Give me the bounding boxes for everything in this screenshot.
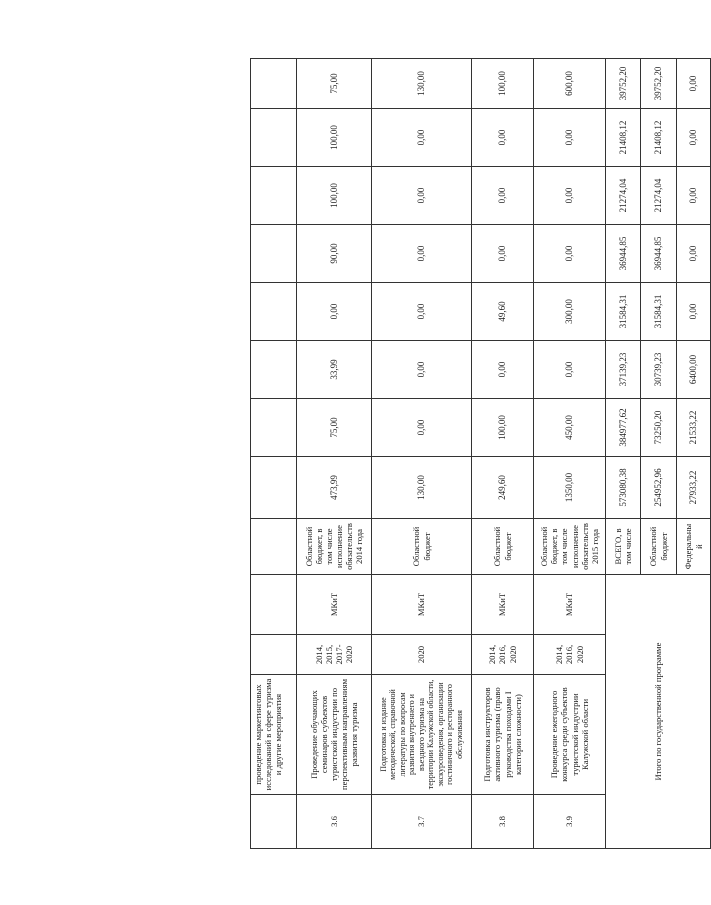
- value-cell: 0,00: [372, 225, 472, 283]
- years-cell: [251, 635, 297, 675]
- value-cell: 0,00: [534, 167, 606, 225]
- table-row: [472, 59, 534, 849]
- value-cell: [251, 341, 297, 399]
- source-cell: [251, 519, 297, 575]
- value-cell: 254952,96: [641, 457, 677, 519]
- value-cell: 0,00: [677, 109, 711, 167]
- executor-cell: МКиТ: [472, 575, 534, 635]
- value-cell: 6400,00: [677, 341, 711, 399]
- activity-name-cell: проведение маркетинговых исследований в сфере туризма и другие мероприятия: [251, 675, 297, 795]
- value-cell: 0,00: [472, 109, 534, 167]
- value-cell: 0,00: [472, 225, 534, 283]
- source-cell: Областной бюджет: [641, 519, 677, 575]
- source-cell: Областной бюджет: [472, 519, 534, 575]
- value-cell: 600,00: [534, 59, 606, 109]
- value-cell: 100,00: [297, 109, 372, 167]
- table-row: [534, 59, 606, 849]
- value-cell: 31584,31: [606, 283, 641, 341]
- value-cell: 21274,04: [606, 167, 641, 225]
- value-cell: 100,00: [472, 399, 534, 457]
- value-cell: 0,00: [472, 167, 534, 225]
- value-cell: [251, 225, 297, 283]
- value-cell: 300,00: [534, 283, 606, 341]
- years-cell: 2014, 2016, 2020: [534, 635, 606, 675]
- value-cell: 1350,00: [534, 457, 606, 519]
- value-cell: 130,00: [372, 457, 472, 519]
- value-cell: 75,00: [297, 59, 372, 109]
- value-cell: 0,00: [534, 109, 606, 167]
- years-cell: 2020: [372, 635, 472, 675]
- executor-cell: [251, 575, 297, 635]
- value-cell: 0,00: [372, 109, 472, 167]
- value-cell: 30739,23: [641, 341, 677, 399]
- row-number-cell: 3.6: [297, 795, 372, 849]
- source-cell: Областной бюджет, в том числе исполнение обязательств 2015 года: [534, 519, 606, 575]
- value-cell: 0,00: [372, 341, 472, 399]
- table-row: [251, 59, 297, 849]
- value-cell: 75,00: [297, 399, 372, 457]
- value-cell: 31584,31: [641, 283, 677, 341]
- program-budget-table: [250, 58, 711, 849]
- value-cell: 27933,22: [677, 457, 711, 519]
- activity-name-cell: Проведение обучающих семинаров субъектов туристской индустрии по перспективным направлениям развития туризма: [297, 675, 372, 795]
- value-cell: 0,00: [677, 283, 711, 341]
- table-row: [372, 59, 472, 849]
- executor-cell: МКиТ: [372, 575, 472, 635]
- activity-name-cell: Подготовка и издание методической, справочной литературы по вопросам развития внутреннего и въездного туризма на территории Калужской области, экскурсоведения, организации гостиничного и ресторанного обслуживания: [372, 675, 472, 795]
- activity-name-cell: Проведение ежегодного конкурса среди субъектов туристской индустрии Калужской области: [534, 675, 606, 795]
- totals-row: [606, 59, 641, 849]
- value-cell: 450,00: [534, 399, 606, 457]
- executor-cell: МКиТ: [534, 575, 606, 635]
- value-cell: 39752,20: [606, 59, 641, 109]
- value-cell: 21533,22: [677, 399, 711, 457]
- rotated-document-page: [250, 59, 710, 849]
- source-cell: Федеральный: [677, 519, 711, 575]
- source-cell: Областной бюджет: [372, 519, 472, 575]
- value-cell: 0,00: [297, 283, 372, 341]
- source-cell: Областной бюджет, в том числе исполнение обязательств 2014 года: [297, 519, 372, 575]
- row-number-cell: 3.7: [372, 795, 472, 849]
- row-number-cell: 3.8: [472, 795, 534, 849]
- row-number-cell: [251, 795, 297, 849]
- source-cell: ВСЕГО, в том числе: [606, 519, 641, 575]
- years-cell: 2014, 2016, 2020: [472, 635, 534, 675]
- value-cell: 100,00: [297, 167, 372, 225]
- value-cell: [251, 59, 297, 109]
- value-cell: 36944,85: [641, 225, 677, 283]
- value-cell: 0,00: [534, 341, 606, 399]
- row-number-cell: 3.9: [534, 795, 606, 849]
- activity-name-cell: Подготовка инструкторов активного туризма (право руководства походами I категории сложности): [472, 675, 534, 795]
- value-cell: 0,00: [372, 283, 472, 341]
- value-cell: 33,99: [297, 341, 372, 399]
- value-cell: 36944,85: [606, 225, 641, 283]
- value-cell: [251, 399, 297, 457]
- value-cell: 37139,23: [606, 341, 641, 399]
- value-cell: 21408,12: [641, 109, 677, 167]
- value-cell: 249,60: [472, 457, 534, 519]
- value-cell: 100,00: [472, 59, 534, 109]
- value-cell: 384977,62: [606, 399, 641, 457]
- totals-label-cell: Итого по государственной программе: [606, 575, 711, 849]
- value-cell: 0,00: [372, 399, 472, 457]
- value-cell: 130,00: [372, 59, 472, 109]
- value-cell: 90,00: [297, 225, 372, 283]
- value-cell: 49,60: [472, 283, 534, 341]
- value-cell: 473,99: [297, 457, 372, 519]
- value-cell: 21274,04: [641, 167, 677, 225]
- value-cell: [251, 167, 297, 225]
- value-cell: 21408,12: [606, 109, 641, 167]
- years-cell: 2014, 2015, 2017-2020: [297, 635, 372, 675]
- value-cell: 0,00: [677, 167, 711, 225]
- value-cell: 573080,38: [606, 457, 641, 519]
- table-row: [297, 59, 372, 849]
- value-cell: 0,00: [372, 167, 472, 225]
- value-cell: 0,00: [534, 225, 606, 283]
- value-cell: 73250,20: [641, 399, 677, 457]
- value-cell: [251, 109, 297, 167]
- value-cell: [251, 457, 297, 519]
- value-cell: 39752,20: [641, 59, 677, 109]
- value-cell: 0,00: [472, 341, 534, 399]
- value-cell: [251, 283, 297, 341]
- executor-cell: МКиТ: [297, 575, 372, 635]
- value-cell: 0,00: [677, 225, 711, 283]
- value-cell: 0,00: [677, 59, 711, 109]
